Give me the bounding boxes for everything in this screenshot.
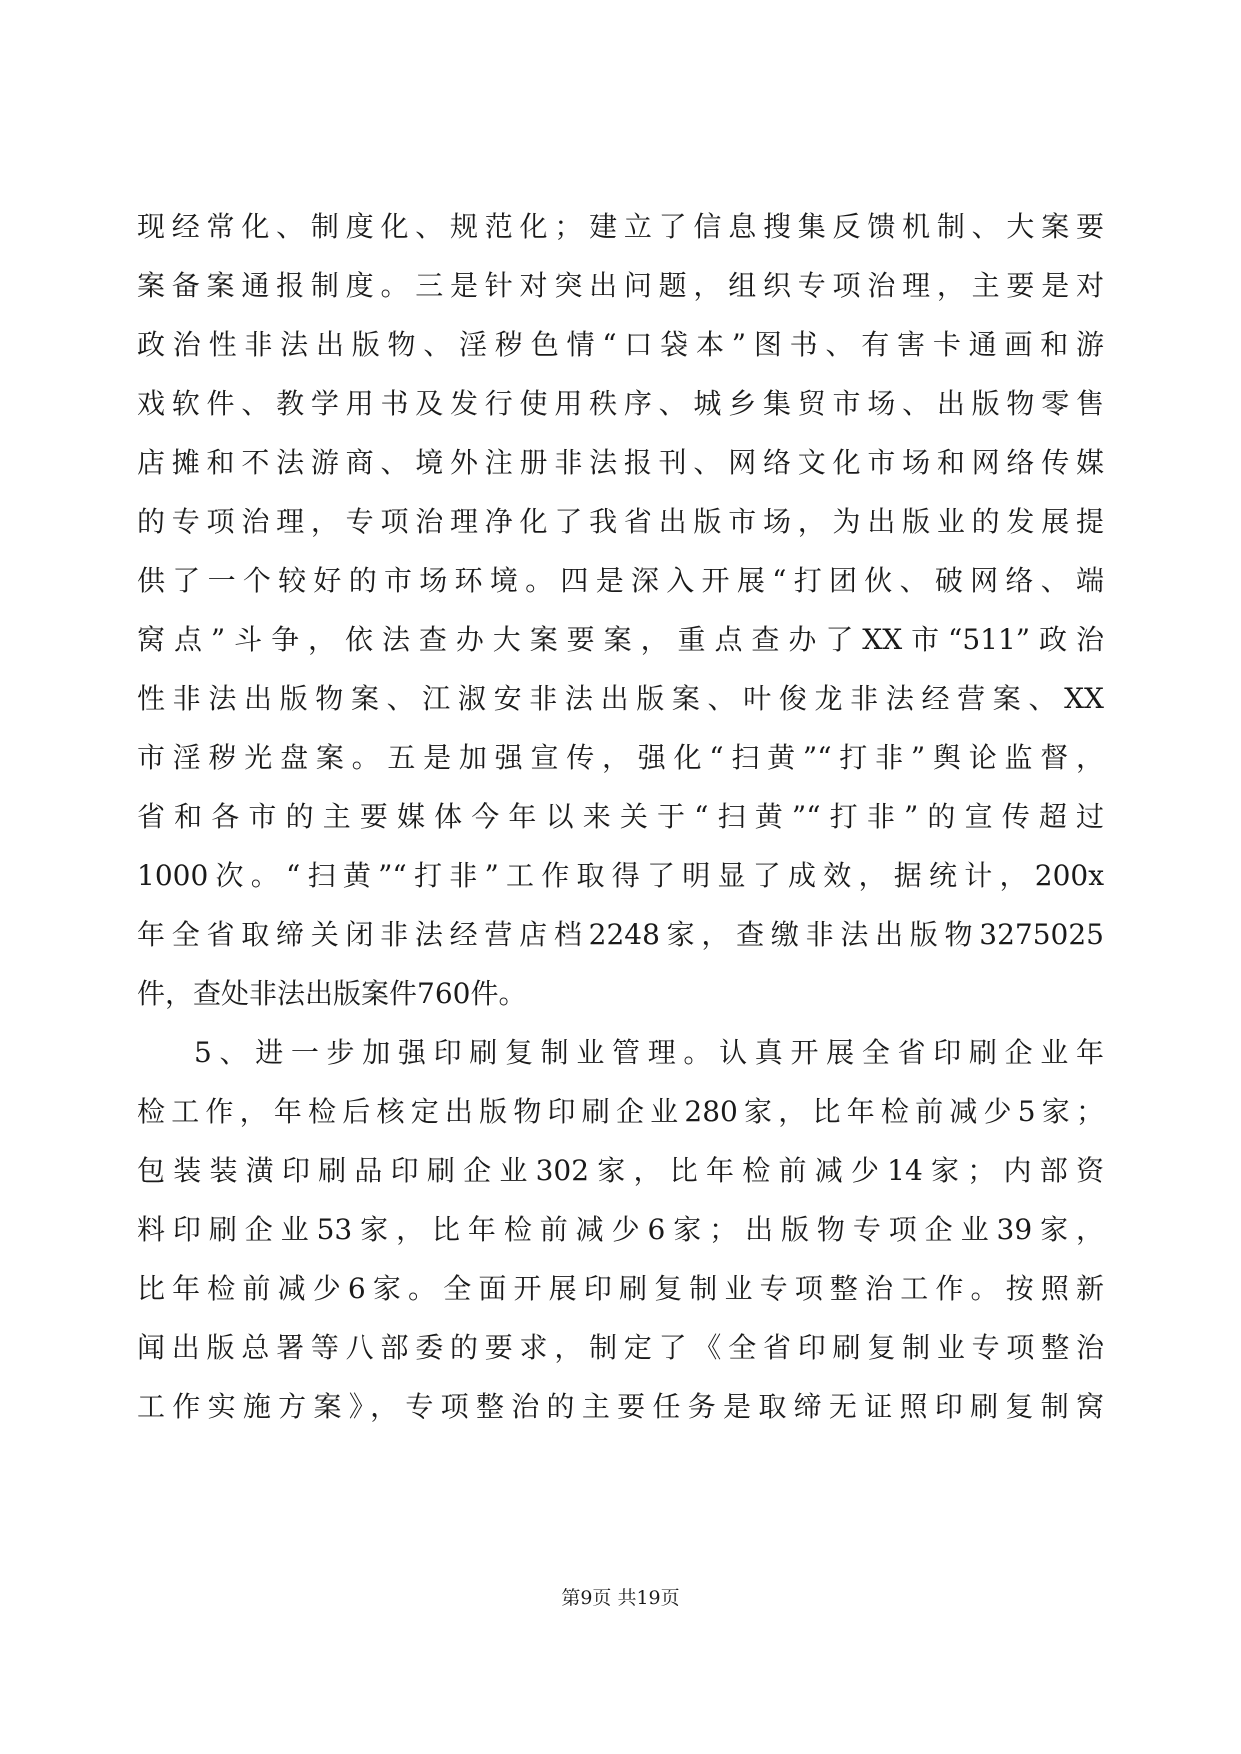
- text-line: 年全省取缔关闭非法经营店档2248家，查缴非法出版物3275025: [137, 918, 1104, 951]
- text-line: 案备案通报制度。三是针对突出问题，组织专项治理，主要是对: [137, 269, 1104, 302]
- text-line: 市淫秽光盘案。五是加强宣传，强化“扫黄”“打非”舆论监督，: [137, 741, 1104, 774]
- text-line: 供了一个较好的市场环境。四是深入开展“打团伙、破网络、端: [137, 564, 1104, 597]
- text-line: 料印刷企业53家，比年检前减少6家；出版物专项企业39家，: [137, 1213, 1104, 1246]
- text-line: 戏软件、教学用书及发行使用秩序、城乡集贸市场、出版物零售: [137, 387, 1104, 420]
- text-line: 包装装潢印刷品印刷企业302家，比年检前减少14家；内部资: [137, 1154, 1104, 1187]
- paragraph-first-line: 5、进一步加强印刷复制业管理。认真开展全省印刷企业年: [194, 1036, 1104, 1069]
- text-line: 性非法出版物案、江淑安非法出版案、叶俊龙非法经营案、XX: [137, 682, 1104, 715]
- text-line: 1000次。“扫黄”“打非”工作取得了明显了成效，据统计，200x: [137, 859, 1104, 892]
- text-line: 检工作，年检后核定出版物印刷企业280家，比年检前减少5家；: [137, 1095, 1104, 1128]
- text-line: 省和各市的主要媒体今年以来关于“扫黄”“打非”的宣传超过: [137, 800, 1104, 833]
- text-line: 现经常化、制度化、规范化；建立了信息搜集反馈机制、大案要: [137, 210, 1104, 243]
- page-number-footer: 第9页 共19页: [561, 1587, 680, 1609]
- text-line: 工作实施方案》，专项整治的主要任务是取缔无证照印刷复制窝: [137, 1390, 1104, 1423]
- text-line: 的专项治理，专项治理净化了我省出版市场，为出版业的发展提: [137, 505, 1104, 538]
- text-line: 政治性非法出版物、淫秽色情“口袋本”图书、有害卡通画和游: [137, 328, 1104, 361]
- text-line: 窝点”斗争，依法查办大案要案，重点查办了XX市“511”政治: [137, 623, 1104, 656]
- text-line: 比年检前减少6家。全面开展印刷复制业专项整治工作。按照新: [137, 1272, 1104, 1305]
- text-line: 闻出版总署等八部委的要求，制定了《全省印刷复制业专项整治: [137, 1331, 1104, 1364]
- text-line: 店摊和不法游商、境外注册非法报刊、网络文化市场和网络传媒: [137, 446, 1104, 479]
- text-line: 件，查处非法出版案件760件。: [137, 977, 527, 1010]
